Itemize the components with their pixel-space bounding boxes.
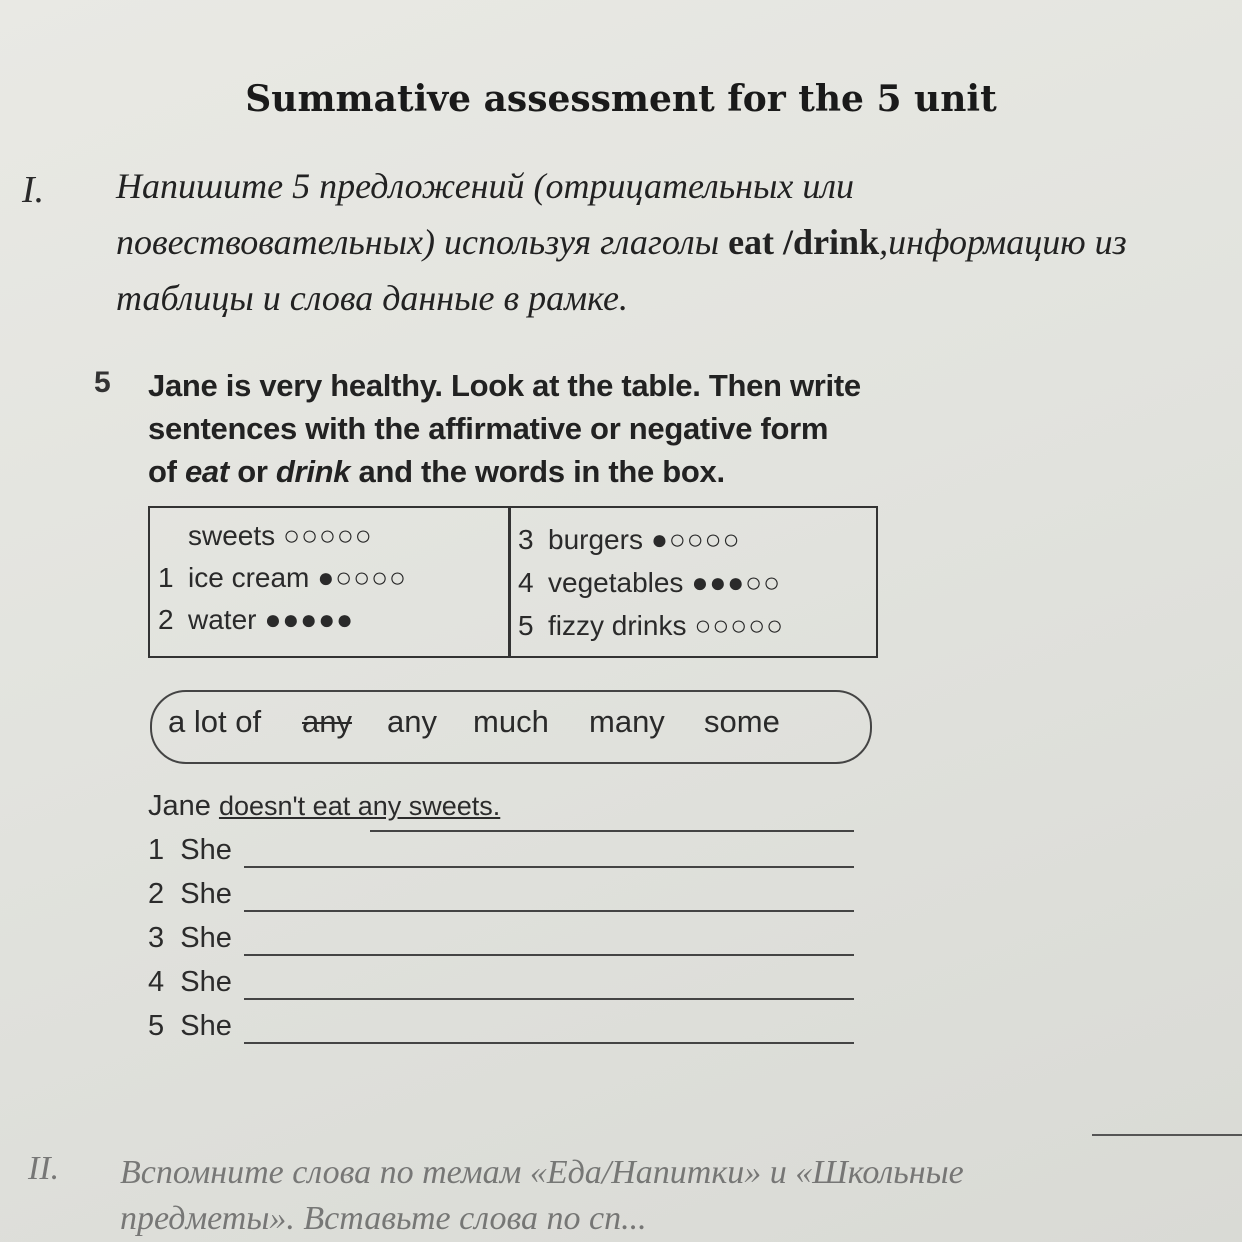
answer-subject: She xyxy=(180,878,232,910)
frequency-dots: ●○○○○ xyxy=(650,524,741,555)
task1-line-2-post: ,информацию из xyxy=(879,222,1127,262)
verb-eat: eat xyxy=(184,454,229,489)
food-label: water xyxy=(188,604,257,635)
task-numeral-1: I. xyxy=(22,169,45,211)
row-number: 2 xyxy=(158,604,174,635)
task1-line-3: таблицы и слова данные в рамке. xyxy=(116,278,629,318)
answer-number: 2 xyxy=(148,878,165,910)
answer-subject: She xyxy=(180,1010,232,1042)
table-row-burgers xyxy=(518,524,741,556)
word-much: much xyxy=(473,704,549,739)
frequency-dots: ○○○○○ xyxy=(694,610,785,641)
answer-4-label xyxy=(148,966,232,999)
answer-number: 3 xyxy=(148,922,165,954)
page-edge-line xyxy=(1092,1134,1242,1136)
row-number: 5 xyxy=(518,610,534,641)
answer-5-label xyxy=(148,1010,232,1043)
word-a-lot-of: a lot of xyxy=(168,704,262,739)
frequency-dots: ○○○○○ xyxy=(283,520,373,551)
example-sentence xyxy=(148,790,500,823)
exercise-line-3-pre: of xyxy=(148,454,185,489)
word-some: some xyxy=(704,704,780,739)
row-number: 1 xyxy=(158,562,174,593)
exercise-line-3-mid: or xyxy=(228,454,276,489)
task1-line-1: Напишите 5 предложений (отрицательных или xyxy=(116,166,855,206)
answer-number: 1 xyxy=(148,834,165,866)
answer-3-label xyxy=(148,922,232,955)
word-any-crossed: any xyxy=(302,704,352,739)
task-numeral-2: II. xyxy=(28,1150,60,1187)
table-divider xyxy=(508,508,511,656)
task1-verbs: eat /drink xyxy=(728,222,880,262)
answer-2-line[interactable] xyxy=(244,910,854,912)
answer-2-label xyxy=(148,878,232,911)
food-label: fizzy drinks xyxy=(548,610,687,641)
exercise-line-1: Jane is very healthy. Look at the table. Then write xyxy=(148,368,861,403)
answer-subject: She xyxy=(180,922,232,954)
food-label: sweets xyxy=(188,520,276,551)
table-row-ice-cream xyxy=(158,562,407,594)
exercise-line-3 xyxy=(148,450,861,493)
page-title: Summative assessment for the 5 unit xyxy=(245,78,997,120)
task2-line-1: Вспомните слова по темам «Еда/Напитки» и «Школьные xyxy=(120,1154,964,1191)
exercise-instructions xyxy=(148,364,861,493)
table-row-water xyxy=(158,604,354,636)
food-label: vegetables xyxy=(548,567,684,598)
word-any: any xyxy=(387,704,437,739)
table-row-sweets xyxy=(158,520,373,552)
word-many: many xyxy=(589,704,665,739)
food-label: burgers xyxy=(548,524,643,555)
task1-line-2 xyxy=(116,214,1127,270)
frequency-dots: ●●●○○ xyxy=(691,567,781,598)
frequency-dots: ●●●●● xyxy=(264,604,355,635)
example-answer-line xyxy=(370,830,854,832)
example-answer: doesn't eat any sweets. xyxy=(218,791,501,821)
answer-1-label xyxy=(148,834,232,867)
exercise-number: 5 xyxy=(94,366,111,399)
exercise-line-3-post: and the words in the box. xyxy=(350,454,725,489)
table-row-vegetables xyxy=(518,567,781,599)
table-row-fizzy-drinks xyxy=(518,610,784,642)
food-label: ice cream xyxy=(188,562,310,593)
answer-number: 4 xyxy=(148,966,165,998)
answer-1-line[interactable] xyxy=(244,866,854,868)
row-number: 4 xyxy=(518,567,534,598)
answer-3-line[interactable] xyxy=(244,954,854,956)
verb-drink: drink xyxy=(275,454,351,489)
answer-4-line[interactable] xyxy=(244,998,854,1000)
task2-line-2: предметы». Вставьте слова по сп... xyxy=(120,1200,647,1237)
example-subject: Jane xyxy=(148,790,211,822)
answer-subject: She xyxy=(180,966,232,998)
answer-number: 5 xyxy=(148,1010,165,1042)
exercise-line-2: sentences with the affirmative or negative form xyxy=(148,411,829,446)
task1-line-2-pre: повествовательных) используя глаголы xyxy=(116,222,729,262)
answer-5-line[interactable] xyxy=(244,1042,854,1044)
row-number: 3 xyxy=(518,524,534,555)
answer-subject: She xyxy=(180,834,232,866)
frequency-dots: ●○○○○ xyxy=(317,562,407,593)
